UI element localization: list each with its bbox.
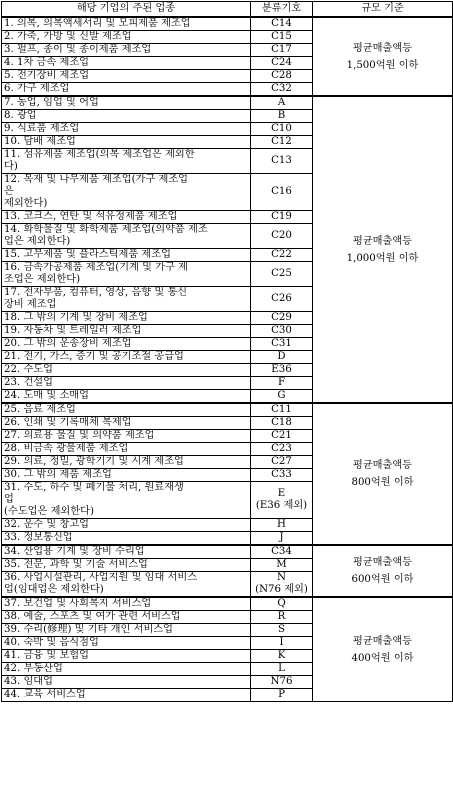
industry-cell: 20. 그 밖의 운송장비 제조업 [2,338,251,351]
code-cell: K [251,650,313,663]
header-code: 분류기호 [251,2,313,18]
code-cell: E (E36 제외) [251,482,313,519]
table-row [2,403,453,417]
code-cell: D [251,351,313,364]
industry-cell: 4. 1차 금속 제조업 [2,57,251,70]
code-cell: C25 [251,262,313,287]
industry-cell: 23. 건설업 [2,377,251,390]
code-cell: C31 [251,338,313,351]
code-cell: C27 [251,456,313,469]
code-cell: C20 [251,224,313,249]
industry-cell: 13. 코크스, 연탄 및 석유정제품 제조업 [2,211,251,224]
code-cell: A [251,96,313,110]
scale-cell: 평균매출액등 1,000억원 이하 [313,96,453,403]
code-cell: C14 [251,17,313,31]
industry-cell: 41. 금융 및 보험업 [2,650,251,663]
industry-cell: 9. 식료품 제조업 [2,123,251,136]
code-cell: C13 [251,149,313,174]
industry-cell: 5. 전기장비 제조업 [2,70,251,83]
industry-cell: 12. 목재 및 나무제품 제조업(가구 제조업 은 제외한다) [2,174,251,211]
code-cell: C29 [251,312,313,325]
industry-cell: 8. 광업 [2,110,251,123]
code-cell: L [251,663,313,676]
code-cell: C11 [251,403,313,417]
code-cell: C17 [251,44,313,57]
industry-cell: 25. 음료 제조업 [2,403,251,417]
industry-cell: 3. 펄프, 종이 및 종이제품 제조업 [2,44,251,57]
code-cell: C30 [251,325,313,338]
industry-cell: 37. 보건업 및 사회복지 서비스업 [2,597,251,611]
table-row [2,597,453,611]
industry-cell: 40. 숙박 및 음식점업 [2,637,251,650]
industry-cell: 29. 의료, 정밀, 광학기기 및 시계 제조업 [2,456,251,469]
code-cell: E36 [251,364,313,377]
industry-cell: 16. 금속가공제품 제조업(기계 및 가구 제 조업은 제외한다) [2,262,251,287]
table-row [2,96,453,110]
code-cell: G [251,390,313,404]
industry-cell: 14. 화학물질 및 화학제품 제조업(의약품 제조 업은 제외한다) [2,224,251,249]
industry-cell: 2. 가죽, 가방 및 신발 제조업 [2,31,251,44]
code-cell: J [251,532,313,546]
industry-cell: 33. 정보통신업 [2,532,251,546]
industry-cell: 21. 전기, 가스, 증기 및 공기조절 공급업 [2,351,251,364]
scale-cell: 평균매출액등 400억원 이하 [313,597,453,702]
industry-cell: 17. 전자부품, 컴퓨터, 영상, 음향 및 통신 장비 제조업 [2,287,251,312]
industry-cell: 27. 의료용 물질 및 의약품 제조업 [2,430,251,443]
code-cell: C24 [251,57,313,70]
industry-cell: 18. 그 밖의 기계 및 장비 제조업 [2,312,251,325]
table-row [2,17,453,31]
industry-cell: 11. 섬유제품 제조업(의복 제조업은 제외한 다) [2,149,251,174]
industry-cell: 15. 고무제품 및 플라스틱제품 제조업 [2,249,251,262]
header-industry: 해당 기업의 주된 업종 [2,2,251,18]
code-cell: N (N76 제외) [251,572,313,598]
industry-cell: 35. 전문, 과학 및 기술 서비스업 [2,559,251,572]
scale-cell: 평균매출액등 600억원 이하 [313,545,453,597]
table-body [2,17,453,702]
industry-cell: 44. 교육 서비스업 [2,689,251,702]
industry-scale-table [1,1,453,702]
code-cell: S [251,624,313,637]
scale-cell: 평균매출액등 1,500억원 이하 [313,17,453,96]
code-cell: C34 [251,545,313,559]
industry-cell: 19. 자동차 및 트레일러 제조업 [2,325,251,338]
industry-cell: 26. 인쇄 및 기록매체 복제업 [2,417,251,430]
code-cell: I [251,637,313,650]
code-cell: C15 [251,31,313,44]
industry-cell: 38. 예술, 스포츠 및 여가 관련 서비스업 [2,611,251,624]
code-cell: M [251,559,313,572]
code-cell: C23 [251,443,313,456]
industry-cell: 39. 수리(修理) 및 기타 개인 서비스업 [2,624,251,637]
industry-cell: 36. 사업시설관리, 사업지원 및 임대 서비스 업(임대업은 제외한다) [2,572,251,598]
code-cell: C12 [251,136,313,149]
table-row [2,545,453,559]
industry-cell: 42. 부동산업 [2,663,251,676]
code-cell: B [251,110,313,123]
industry-cell: 1. 의복, 의복액세서리 및 모피제품 제조업 [2,17,251,31]
code-cell: C21 [251,430,313,443]
code-cell: C28 [251,70,313,83]
code-cell: N76 [251,676,313,689]
code-cell: C16 [251,174,313,211]
code-cell: C33 [251,469,313,482]
code-cell: C22 [251,249,313,262]
scale-cell: 평균매출액등 800억원 이하 [313,403,453,545]
header-scale: 규모 기준 [313,2,453,18]
industry-cell: 30. 그 밖의 제품 제조업 [2,469,251,482]
industry-cell: 24. 도매 및 소매업 [2,390,251,404]
industry-cell: 43. 임대업 [2,676,251,689]
industry-cell: 6. 가구 제조업 [2,83,251,97]
industry-cell: 34. 산업용 기계 및 장비 수리업 [2,545,251,559]
industry-cell: 22. 수도업 [2,364,251,377]
code-cell: P [251,689,313,702]
code-cell: Q [251,597,313,611]
code-cell: C19 [251,211,313,224]
industry-cell: 28. 비금속 광물제품 제조업 [2,443,251,456]
code-cell: H [251,519,313,532]
code-cell: C32 [251,83,313,97]
table-header-row [2,2,453,18]
code-cell: C10 [251,123,313,136]
industry-cell: 31. 수도, 하수 및 폐기물 처리, 원료재생 업 (수도업은 제외한다) [2,482,251,519]
industry-cell: 7. 농업, 임업 및 어업 [2,96,251,110]
code-cell: C26 [251,287,313,312]
code-cell: C18 [251,417,313,430]
industry-cell: 32. 운수 및 창고업 [2,519,251,532]
code-cell: F [251,377,313,390]
code-cell: R [251,611,313,624]
industry-cell: 10. 담배 제조업 [2,136,251,149]
